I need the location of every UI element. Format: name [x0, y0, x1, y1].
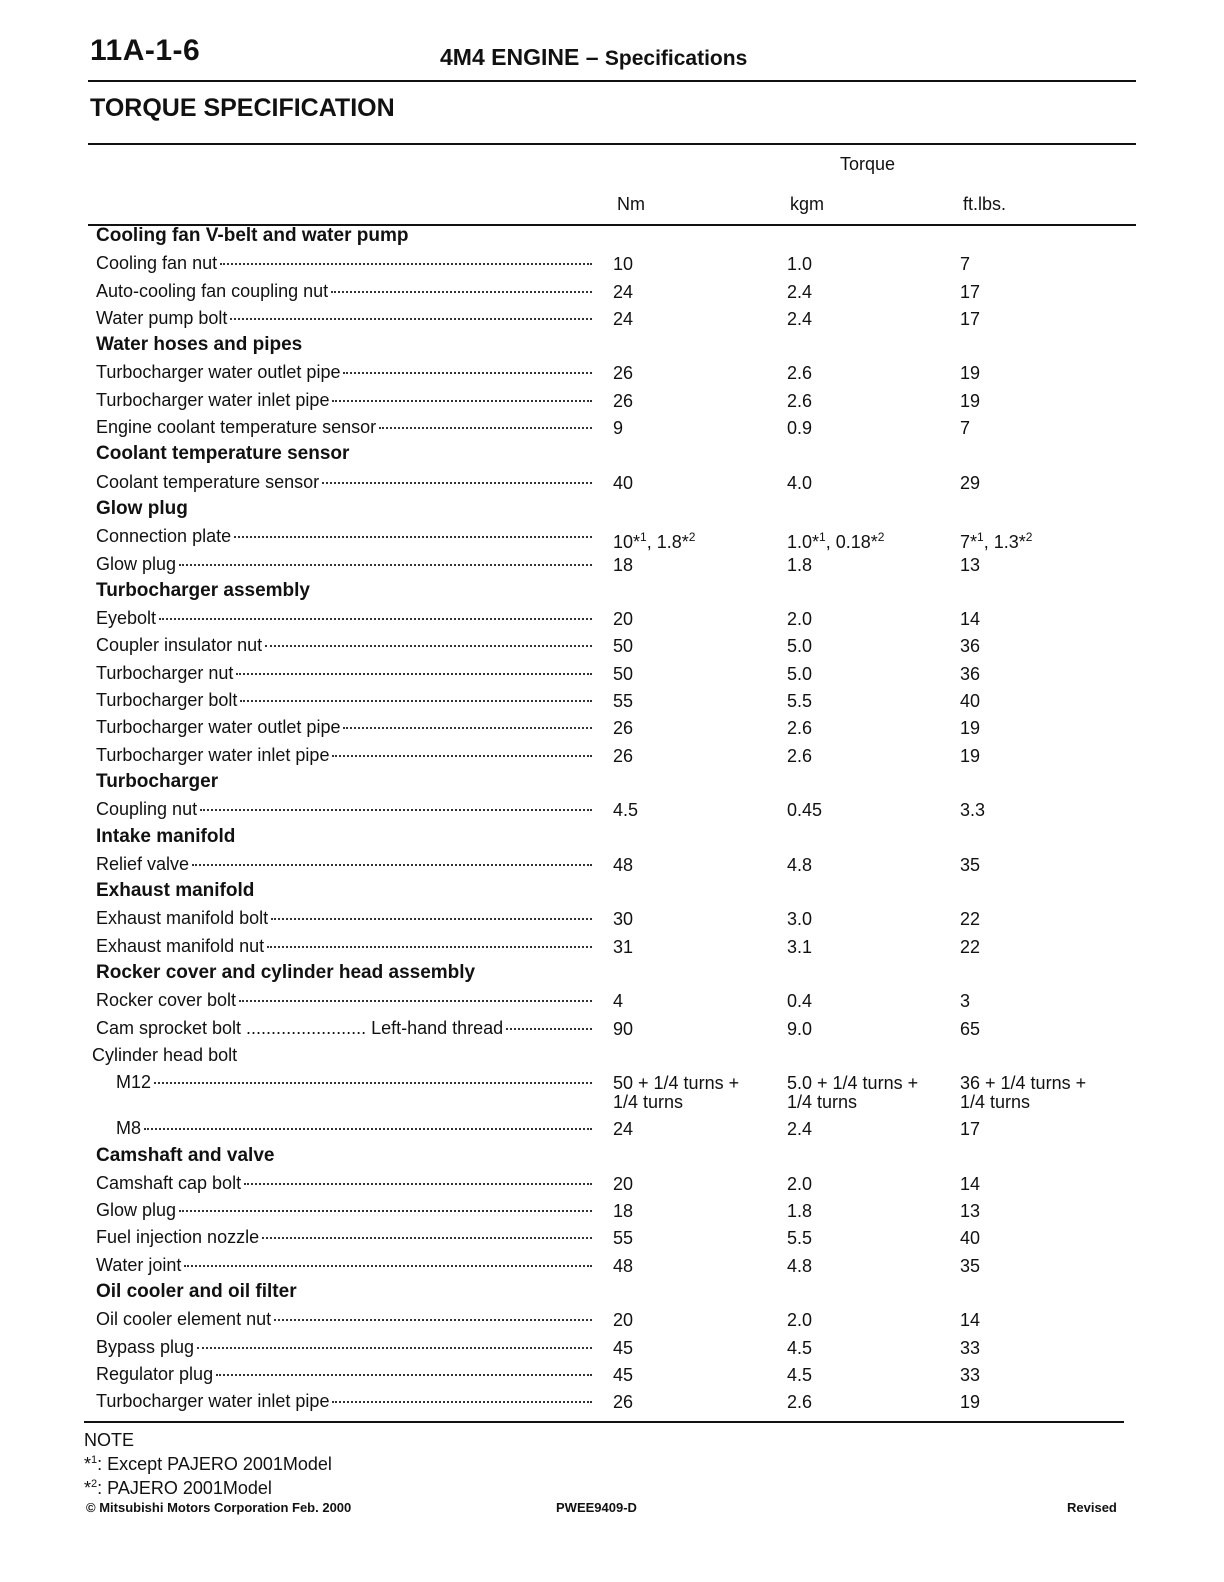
group-heading: Turbocharger — [96, 770, 219, 792]
value-nm: 40 — [613, 472, 634, 493]
value-nm: 26 — [613, 363, 634, 384]
value-kgm: 4.8 — [787, 1255, 813, 1276]
value-kgm: 2.6 — [787, 390, 813, 411]
dot-leader — [230, 318, 592, 320]
item-label: Coupler insulator nut — [96, 635, 263, 656]
dot-leader — [322, 482, 592, 484]
table-bottom-rule — [84, 1421, 1124, 1423]
value-kgm: 5.5 — [787, 1228, 813, 1249]
table-row — [0, 415, 1224, 442]
value-kgm: 3.1 — [787, 936, 813, 957]
value-ftlbs: 7*$^1$, 1.3*$^2$ — [960, 530, 1033, 553]
item-label: Relief valve — [96, 853, 190, 874]
value-ftlbs: 17 — [960, 1119, 981, 1140]
value-kgm: 2.0 — [787, 1173, 813, 1194]
value-kgm: 2.6 — [787, 745, 813, 766]
table-row — [0, 1043, 1224, 1070]
item-leader — [96, 1391, 596, 1412]
table-row — [0, 1198, 1224, 1225]
table-row — [0, 797, 1224, 824]
value-ftlbs: 35 — [960, 854, 981, 875]
value-ftlbs: 19 — [960, 718, 981, 739]
table-row — [0, 743, 1224, 770]
item-label: Engine coolant temperature sensor — [96, 417, 377, 438]
value-ftlbs: 33 — [960, 1337, 981, 1358]
torque-table-body — [0, 224, 1224, 1416]
value-ftlbs: 65 — [960, 1018, 981, 1039]
value-nm: 30 — [613, 909, 634, 930]
table-row — [0, 633, 1224, 660]
torque-column-group-header: Torque — [840, 154, 896, 174]
footer-doc-code: PWEE9409-D — [556, 1500, 637, 1515]
value-nm: 9 — [613, 418, 624, 439]
value-nm: 48 — [613, 1255, 634, 1276]
item-leader — [116, 1118, 596, 1139]
table-row — [0, 1171, 1224, 1198]
item-leader — [96, 908, 596, 929]
value-ftlbs: 13 — [960, 554, 981, 575]
item-label: M12 — [116, 1072, 152, 1093]
value-kgm: 4.5 — [787, 1364, 813, 1385]
dot-leader — [379, 427, 592, 429]
group-heading-row — [0, 224, 1224, 251]
group-heading-row — [0, 825, 1224, 852]
table-row — [0, 934, 1224, 961]
item-label: Cooling fan nut — [96, 253, 218, 274]
table-row — [0, 988, 1224, 1015]
dot-leader — [184, 1265, 592, 1267]
value-ftlbs: 7 — [960, 418, 971, 439]
value-nm: 55 — [613, 691, 634, 712]
value-nm: 20 — [613, 1310, 634, 1331]
value-nm: 26 — [613, 390, 634, 411]
value-ftlbs: 17 — [960, 281, 981, 302]
value-nm: 24 — [613, 1119, 634, 1140]
value-nm: 45 — [613, 1364, 634, 1385]
group-heading: Camshaft and valve — [96, 1144, 275, 1166]
item-leader — [96, 390, 596, 411]
value-nm: 24 — [613, 308, 634, 329]
value-kgm: 2.4 — [787, 281, 813, 302]
item-label: Coupling nut — [96, 799, 198, 820]
item-label: Oil cooler element nut — [96, 1309, 272, 1330]
item-leader — [96, 608, 596, 629]
dot-leader — [332, 400, 592, 402]
dot-leader — [240, 700, 592, 702]
table-row — [0, 1225, 1224, 1252]
item-label: Exhaust manifold bolt — [96, 908, 269, 929]
note-block — [84, 1430, 332, 1498]
item-leader — [96, 281, 596, 302]
item-label: Turbocharger water inlet pipe — [96, 744, 330, 765]
dot-leader — [179, 564, 592, 566]
value-nm: 31 — [613, 936, 634, 957]
group-heading: Glow plug — [96, 497, 188, 519]
value-nm: 26 — [613, 718, 634, 739]
item-leader — [96, 635, 596, 656]
page-header-title — [440, 44, 747, 71]
item-label: Cam sprocket bolt ........................ Left-hand thread — [96, 1017, 504, 1038]
item-label: Eyebolt — [96, 608, 157, 629]
group-heading-row — [0, 497, 1224, 524]
item-leader — [96, 554, 596, 575]
value-ftlbs: 7 — [960, 254, 971, 275]
value-ftlbs: 17 — [960, 308, 981, 329]
dot-leader — [179, 1210, 592, 1212]
dot-leader — [192, 864, 592, 866]
unit-header-nm: Nm — [617, 194, 645, 214]
item-leader — [96, 854, 596, 875]
dot-leader — [197, 1347, 592, 1349]
value-nm: 48 — [613, 854, 634, 875]
dot-leader — [506, 1028, 592, 1030]
value-kgm: 3.0 — [787, 909, 813, 930]
item-leader — [96, 745, 596, 766]
value-kgm: 2.6 — [787, 718, 813, 739]
section-title: TORQUE SPECIFICATION — [90, 94, 395, 122]
group-heading: Cooling fan V-belt and water pump — [96, 225, 409, 246]
dot-leader — [265, 645, 592, 647]
note-line: *$^1$: Except PAJERO 2001Model — [84, 1454, 332, 1474]
item-leader — [96, 1227, 596, 1248]
value-kgm: 1.0*$^1$, 0.18*$^2$ — [787, 530, 885, 553]
table-row — [0, 1116, 1224, 1143]
item-label: Turbocharger water outlet pipe — [96, 717, 341, 738]
value-nm: 4.5 — [613, 800, 639, 821]
group-heading-row — [0, 1280, 1224, 1307]
dot-leader — [332, 755, 592, 757]
header-title-sub: Specifications — [604, 47, 748, 70]
item-leader — [96, 472, 596, 493]
table-top-rule — [88, 143, 1136, 145]
value-kgm: 1.0 — [787, 254, 813, 275]
dot-leader — [332, 1401, 592, 1403]
footer-copyright: © Mitsubishi Motors Corporation Feb. 2000 — [86, 1500, 352, 1515]
dot-leader — [343, 727, 592, 729]
item-leader — [96, 362, 596, 383]
table-row — [0, 661, 1224, 688]
value-kgm: 5.5 — [787, 691, 813, 712]
dot-leader — [274, 1319, 592, 1321]
value-kgm: 0.45 — [787, 800, 823, 821]
value-ftlbs: 3 — [960, 991, 971, 1012]
value-kgm: 2.0 — [787, 1310, 813, 1331]
item-label: Turbocharger water outlet pipe — [96, 362, 341, 383]
item-leader — [96, 990, 596, 1011]
value-nm: 45 — [613, 1337, 634, 1358]
value-kgm: 4.8 — [787, 854, 813, 875]
table-row — [0, 1362, 1224, 1389]
value-kgm: 1.8 — [787, 554, 813, 575]
table-row — [0, 388, 1224, 415]
dot-leader — [271, 918, 592, 920]
item-leader — [96, 690, 596, 711]
item-leader — [96, 308, 596, 329]
header-title-main: 4M4 ENGINE – — [440, 44, 605, 70]
item-leader — [96, 1309, 596, 1330]
value-ftlbs: 14 — [960, 1173, 981, 1194]
value-kgm: 2.0 — [787, 609, 813, 630]
dot-leader — [244, 1183, 592, 1185]
dot-leader — [331, 291, 592, 293]
item-label: Camshaft cap bolt — [96, 1172, 242, 1193]
table-row — [0, 606, 1224, 633]
group-heading: Intake manifold — [96, 825, 236, 847]
group-heading: Exhaust manifold — [96, 880, 255, 902]
value-kgm: 4.5 — [787, 1337, 813, 1358]
dot-leader — [343, 372, 592, 374]
table-row — [0, 852, 1224, 879]
item-label: Cylinder head bolt — [92, 1044, 238, 1065]
table-row — [0, 715, 1224, 742]
value-kgm: 2.6 — [787, 363, 813, 384]
value-kgm: 2.4 — [787, 308, 813, 329]
item-leader — [96, 253, 596, 274]
dot-leader — [262, 1237, 592, 1239]
value-nm: 18 — [613, 1201, 634, 1222]
item-leader — [96, 799, 596, 820]
item-leader — [96, 417, 596, 438]
group-heading: Rocker cover and cylinder head assembly — [96, 962, 476, 984]
item-label: Fuel injection nozzle — [96, 1227, 260, 1248]
value-ftlbs: 29 — [960, 472, 981, 493]
value-kgm: 2.6 — [787, 1392, 813, 1413]
value-ftlbs: 13 — [960, 1201, 981, 1222]
value-ftlbs: 35 — [960, 1255, 981, 1276]
value-ftlbs: 3.3 — [960, 800, 986, 821]
table-row — [0, 524, 1224, 551]
item-label: Rocker cover bolt — [96, 990, 237, 1011]
item-label: Glow plug — [96, 1200, 177, 1221]
value-nm: 18 — [613, 554, 634, 575]
item-label: Turbocharger water inlet pipe — [96, 1391, 330, 1412]
item-label: Water pump bolt — [96, 307, 228, 328]
item-leader — [96, 663, 596, 684]
value-nm: 50 — [613, 636, 634, 657]
value-kgm: 0.4 — [787, 991, 813, 1012]
group-heading-row — [0, 770, 1224, 797]
table-row — [0, 251, 1224, 278]
value-nm: 20 — [613, 1173, 634, 1194]
item-leader — [96, 717, 596, 738]
value-ftlbs: 19 — [960, 745, 981, 766]
value-nm: 4 — [613, 991, 624, 1012]
item-label: Regulator plug — [96, 1363, 214, 1384]
group-heading-row — [0, 879, 1224, 906]
value-kgm: 9.0 — [787, 1018, 813, 1039]
table-row — [0, 688, 1224, 715]
value-kgm: 4.0 — [787, 472, 813, 493]
note-line: *$^2$: PAJERO 2001Model — [84, 1478, 272, 1498]
group-heading: Water hoses and pipes — [96, 334, 303, 356]
dot-leader — [216, 1374, 592, 1376]
value-ftlbs: 40 — [960, 1228, 981, 1249]
value-kgm: 0.9 — [787, 418, 813, 439]
value-kgm: 2.4 — [787, 1119, 813, 1140]
value-nm: 50 — [613, 663, 634, 684]
item-label: Coolant temperature sensor — [96, 471, 320, 492]
value-nm: 10*$^1$, 1.8*$^2$ — [613, 530, 696, 553]
value-nm: 50 + 1/4 turns + 1/4 turns — [613, 1073, 740, 1113]
value-ftlbs: 36 — [960, 636, 981, 657]
item-label: Turbocharger bolt — [96, 690, 238, 711]
dot-leader — [200, 809, 592, 811]
item-leader — [96, 1255, 596, 1276]
unit-header-ftlbs: ft.lbs. — [963, 194, 1007, 214]
item-leader — [96, 1200, 596, 1221]
table-row — [0, 470, 1224, 497]
value-ftlbs: 22 — [960, 909, 981, 930]
table-row — [0, 279, 1224, 306]
value-ftlbs: 19 — [960, 1392, 981, 1413]
table-row — [0, 1253, 1224, 1280]
group-heading-row — [0, 579, 1224, 606]
table-row — [0, 1070, 1224, 1116]
dot-leader — [220, 263, 592, 265]
value-ftlbs: 40 — [960, 691, 981, 712]
value-nm: 26 — [613, 1392, 634, 1413]
item-leader — [96, 526, 596, 547]
value-kgm: 1.8 — [787, 1201, 813, 1222]
dot-leader — [236, 673, 592, 675]
table-row — [0, 1335, 1224, 1362]
value-kgm: 5.0 — [787, 663, 813, 684]
item-label: Turbocharger nut — [96, 662, 234, 683]
dot-leader — [144, 1128, 592, 1130]
table-row — [0, 552, 1224, 579]
group-heading-row — [0, 1144, 1224, 1171]
group-heading: Coolant temperature sensor — [96, 443, 350, 465]
value-kgm: 5.0 — [787, 636, 813, 657]
value-kgm: 5.0 + 1/4 turns + 1/4 turns — [787, 1073, 919, 1113]
item-leader — [116, 1072, 596, 1093]
table-row — [0, 1389, 1224, 1416]
group-heading-row — [0, 333, 1224, 360]
value-nm: 55 — [613, 1228, 634, 1249]
item-label: Auto-cooling fan coupling nut — [96, 280, 329, 301]
group-heading-row — [0, 961, 1224, 988]
item-label: Turbocharger water inlet pipe — [96, 389, 330, 410]
dot-leader — [159, 618, 592, 620]
item-label: M8 — [116, 1118, 142, 1139]
table-row — [0, 360, 1224, 387]
item-label: Water joint — [96, 1254, 182, 1275]
value-ftlbs: 14 — [960, 1310, 981, 1331]
table-row — [0, 1016, 1224, 1043]
value-ftlbs: 22 — [960, 936, 981, 957]
value-nm: 90 — [613, 1018, 634, 1039]
value-nm: 24 — [613, 281, 634, 302]
item-leader — [96, 1364, 596, 1385]
value-ftlbs: 19 — [960, 363, 981, 384]
value-nm: 20 — [613, 609, 634, 630]
group-heading: Turbocharger assembly — [96, 579, 311, 601]
item-label: Glow plug — [96, 553, 177, 574]
page-number: 11A-1-6 — [90, 34, 201, 67]
item-label: Bypass plug — [96, 1336, 195, 1357]
item-leader — [96, 1018, 596, 1039]
note-title: NOTE — [84, 1430, 135, 1450]
value-nm: 26 — [613, 745, 634, 766]
value-ftlbs: 14 — [960, 609, 981, 630]
item-leader — [96, 936, 596, 957]
group-heading-row — [0, 442, 1224, 469]
header-rule — [88, 80, 1136, 82]
table-row — [0, 1307, 1224, 1334]
item-leader — [96, 1173, 596, 1194]
unit-header-kgm: kgm — [790, 194, 825, 214]
item-label: Connection plate — [96, 526, 232, 547]
footer-status: Revised — [1067, 1500, 1117, 1515]
dot-leader — [267, 946, 592, 948]
value-ftlbs: 36 + 1/4 turns + 1/4 turns — [960, 1073, 1087, 1113]
item-leader — [96, 1337, 596, 1358]
value-ftlbs: 36 — [960, 663, 981, 684]
dot-leader — [234, 536, 592, 538]
item-label: Exhaust manifold nut — [96, 935, 265, 956]
table-row — [0, 306, 1224, 333]
value-nm: 10 — [613, 254, 634, 275]
dot-leader — [154, 1082, 592, 1084]
value-ftlbs: 19 — [960, 390, 981, 411]
value-ftlbs: 33 — [960, 1364, 981, 1385]
dot-leader — [239, 1000, 592, 1002]
group-heading: Oil cooler and oil filter — [96, 1280, 297, 1302]
table-row — [0, 906, 1224, 933]
